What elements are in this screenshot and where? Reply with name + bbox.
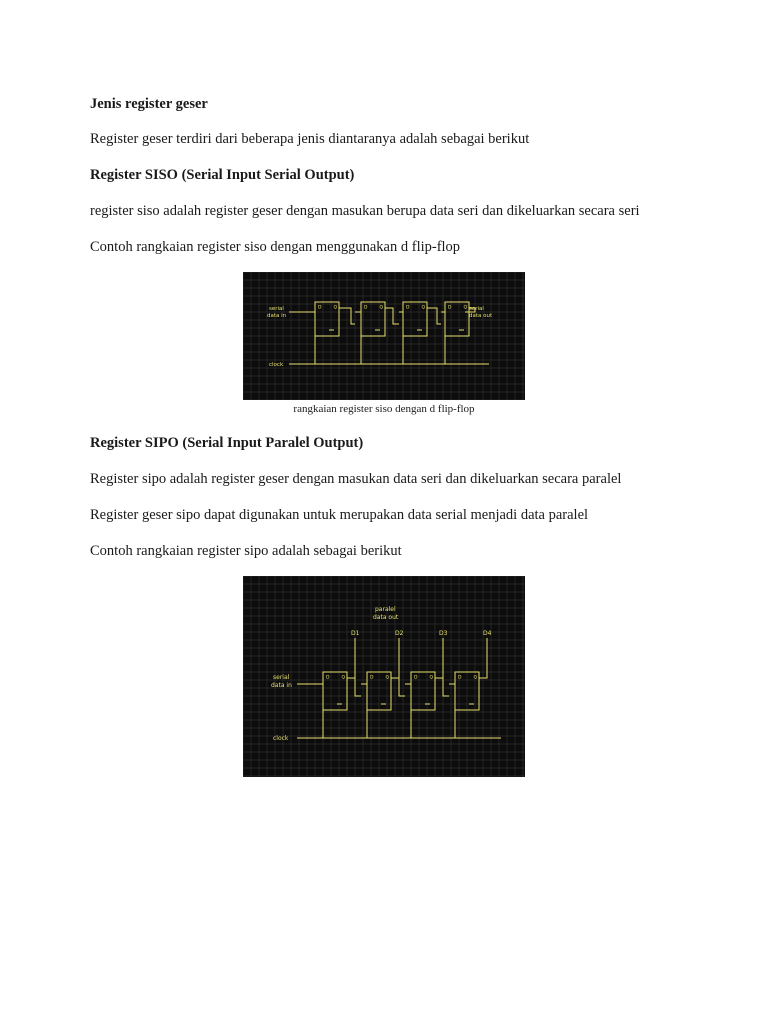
sipo-ff-4-pin-d: D bbox=[458, 675, 462, 681]
sipo-ff-3-pin-q: Q bbox=[429, 675, 434, 681]
siso-example-text: Contoh rangkaian register siso dengan menggunakan d flip-flop bbox=[90, 239, 461, 255]
siso-ff-1-pin-d: D bbox=[318, 305, 322, 311]
heading-register-types: Jenis register geser bbox=[90, 96, 208, 112]
siso-ff-2-pin-d: D bbox=[364, 305, 368, 311]
siso-ff-4-pin-q: Q bbox=[463, 305, 468, 311]
siso-output-label-line2: data out bbox=[469, 313, 493, 319]
sipo-ff-2-pin-d: D bbox=[370, 675, 374, 681]
siso-ff-3-pin-d: D bbox=[406, 305, 410, 311]
sipo-link-3 bbox=[435, 638, 455, 696]
sipo-input-label bbox=[271, 674, 292, 689]
siso-link-3 bbox=[427, 308, 445, 324]
siso-ff-2-pin-q: Q bbox=[379, 305, 384, 311]
sipo-output-d1: D1 bbox=[351, 630, 360, 637]
siso-clock-label: clock bbox=[269, 362, 284, 368]
sipo-ff-1-pin-q: Q bbox=[341, 675, 346, 681]
intro-paragraph: Register geser terdiri dari beberapa jenis diantaranya adalah sebagai berikut bbox=[90, 131, 530, 147]
siso-link-2 bbox=[385, 308, 403, 324]
sipo-link-2 bbox=[391, 638, 411, 696]
sipo-description: Register sipo adalah register geser dengan masukan data seri dan dikeluarkan secara paralel bbox=[90, 471, 622, 487]
siso-circuit-figure bbox=[243, 272, 525, 400]
sipo-example-text: Contoh rangkaian register sipo adalah sebagai berikut bbox=[90, 543, 402, 559]
sipo-ff-2-pin-q: Q bbox=[385, 675, 390, 681]
siso-input-label-line2: data in bbox=[267, 313, 287, 319]
sipo-input-label-line2: data in bbox=[271, 682, 292, 689]
sipo-output-title-line2: data out bbox=[373, 614, 399, 621]
sipo-output-d3: D3 bbox=[439, 630, 448, 637]
siso-output-label-line1: serial bbox=[469, 306, 484, 312]
siso-ff-4-pin-d: D bbox=[448, 305, 452, 311]
siso-description: register siso adalah register geser dengan masukan berupa data seri dan dikeluarkan secara seri bbox=[90, 203, 640, 219]
siso-input-label bbox=[267, 306, 287, 319]
sipo-ff-3-pin-d: D bbox=[414, 675, 418, 681]
siso-link-1 bbox=[339, 308, 361, 324]
sipo-circuit-diagram bbox=[243, 576, 525, 777]
heading-siso: Register SISO (Serial Input Serial Output) bbox=[90, 167, 355, 183]
heading-sipo: Register SIPO (Serial Input Paralel Output) bbox=[90, 435, 364, 451]
siso-figure-caption: rangkaian register siso dengan d flip-flop bbox=[293, 403, 475, 415]
sipo-ff-1-pin-d: D bbox=[326, 675, 330, 681]
sipo-output-title-line1: paralel bbox=[375, 606, 396, 613]
siso-input-label-line1: serial bbox=[269, 306, 284, 312]
sipo-output-d4: D4 bbox=[483, 630, 492, 637]
sipo-ff-4-pin-q: Q bbox=[473, 675, 478, 681]
siso-circuit-diagram bbox=[243, 272, 525, 400]
siso-ff-3-pin-q: Q bbox=[421, 305, 426, 311]
sipo-link-1 bbox=[347, 638, 367, 696]
sipo-output-d2: D2 bbox=[395, 630, 404, 637]
siso-ff-1-pin-q: Q bbox=[333, 305, 338, 311]
sipo-output-title bbox=[373, 606, 399, 621]
sipo-circuit-figure bbox=[243, 576, 525, 777]
sipo-clock-label: clock bbox=[273, 735, 289, 742]
sipo-input-label-line1: serial bbox=[273, 674, 290, 681]
sipo-usage-text: Register geser sipo dapat digunakan untuk merupakan data serial menjadi data paralel bbox=[90, 507, 589, 523]
